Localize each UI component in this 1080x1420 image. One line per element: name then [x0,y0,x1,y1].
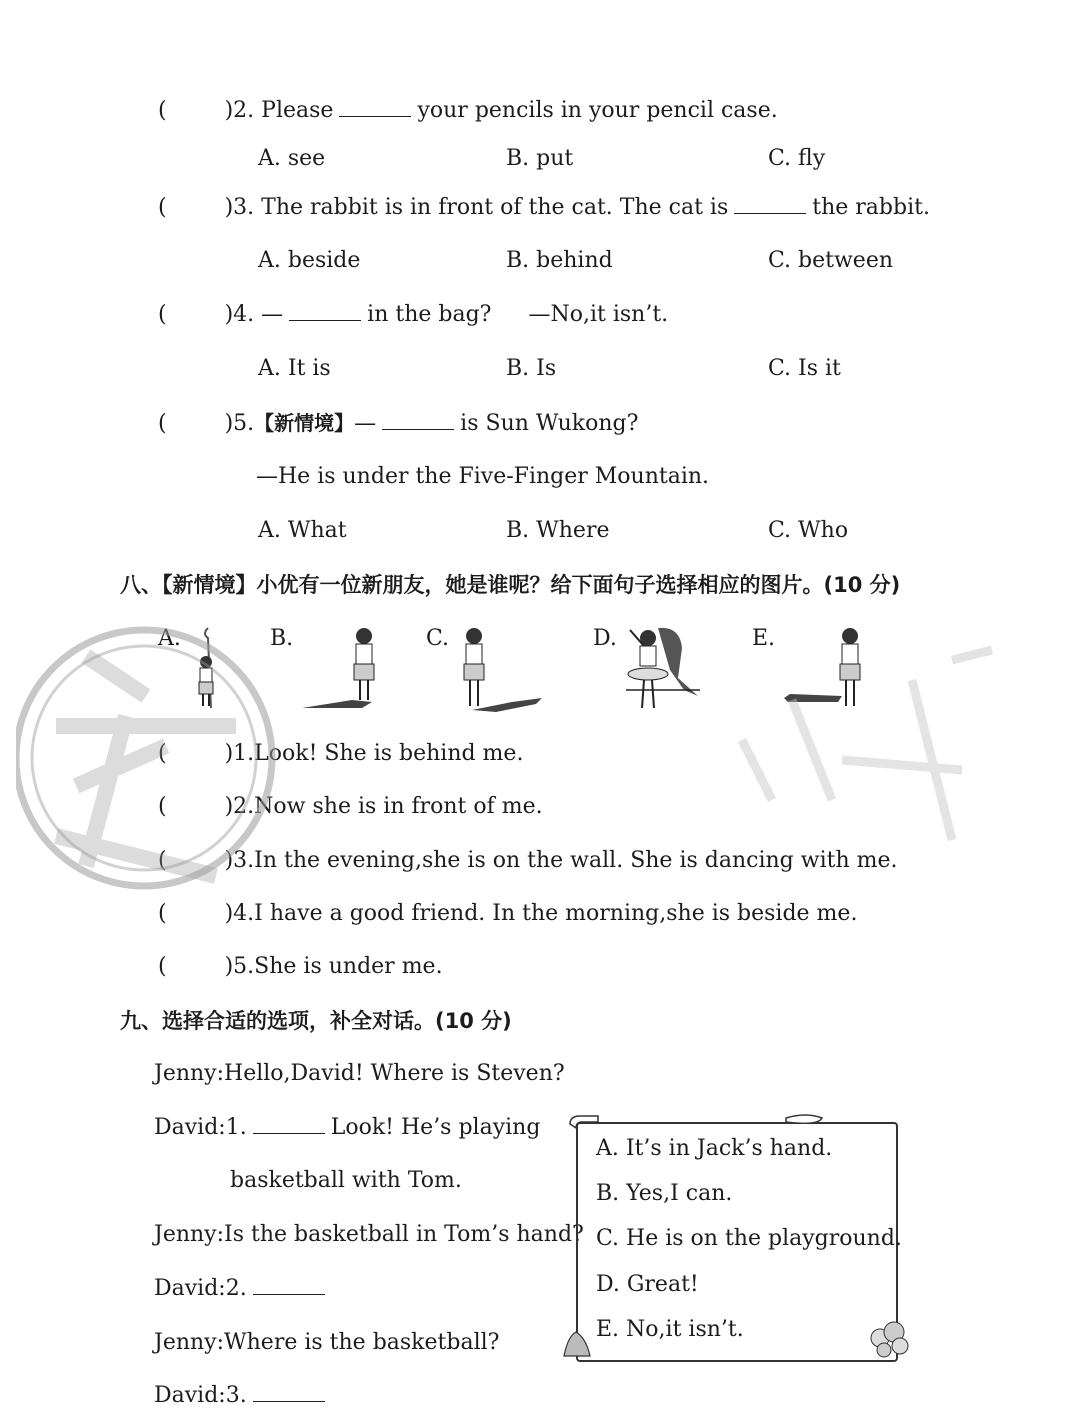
q5-reply: —He is under the Five-Finger Mountain. [256,464,710,489]
q3-option-c: C. between [768,248,894,273]
dialog-line-2 [154,1114,540,1142]
q4-stem [158,301,668,329]
item-text: Now she is in front of me. [254,794,543,819]
item-text: Look! She is behind me. [254,741,524,766]
option-c: C. He is on the playground. [596,1226,902,1251]
q3-blank [734,195,806,214]
option-b: B. Yes,I can. [596,1181,733,1206]
q3-number: )3. [224,195,255,220]
item-number: )1. [224,741,255,766]
q4-option-c: C. Is it [768,356,841,381]
q2-option-c: C. fly [768,146,826,171]
picture-label-d: D. [593,626,617,651]
dialog-blank-2 [253,1276,325,1295]
rock-icon [562,1330,592,1358]
q2-option-b: B. put [506,146,574,171]
stamp-fragment-watermark [712,640,1012,850]
part8-item-3 [158,847,897,875]
dialog-line-1: Jenny:Hello,David! Where is Steven? [154,1061,565,1086]
speaker-david: David:3. [154,1383,247,1408]
answer-paren: ( [158,195,167,220]
q2-text-post: your pencils in your pencil case. [417,98,778,123]
option-box [576,1122,902,1362]
answer-paren: ( [158,954,167,979]
answer-paren: ( [158,302,167,327]
dialog-blank-1 [253,1115,325,1134]
dialog-blank-3 [253,1383,325,1402]
item-number: )5. [224,954,255,979]
option-e: E. No,it isn’t. [596,1317,744,1342]
part9-title: 九、选择合适的选项，补全对话。(10 分) [120,1009,512,1033]
q5-number: )5. [224,411,255,436]
scroll-curl-icon [782,1112,826,1132]
q5-stem [158,409,638,438]
dialog-line-6: Jenny:Where is the basketball? [154,1330,500,1355]
q5-blank [382,411,454,430]
picture-b-girl-shadow-front [298,624,408,714]
q3-stem [158,194,930,222]
dialog-line-4: Jenny:Is the basketball in Tom’s hand? [154,1222,584,1247]
picture-a-girl-shadow-behind [188,624,238,714]
q5-option-c: C. Who [768,518,849,543]
q2-text-pre: Please [261,98,334,123]
picture-label-b: B. [270,626,294,651]
speaker-david: David:2. [154,1276,247,1301]
dialog-line-7 [154,1382,331,1410]
q4-number: )4. [224,302,255,327]
part8-item-4 [158,900,857,928]
q4-blank [289,302,361,321]
q3-text-post: the rabbit. [812,195,930,220]
dialog-line-3: basketball with Tom. [230,1168,462,1193]
picture-label-a: A. [158,626,181,651]
q5-option-a: A. What [258,518,347,543]
scroll-curl-icon [566,1112,600,1134]
answer-paren: ( [158,901,167,926]
part8-item-2 [158,793,543,821]
q2-number: )2. [224,98,255,123]
q4-reply: —No,it isn’t. [528,302,669,327]
item-number: )2. [224,794,255,819]
q3-option-a: A. beside [258,248,361,273]
item-text: I have a good friend. In the morning,she is beside me. [254,901,858,926]
option-d: D. Great! [596,1272,699,1297]
answer-paren: ( [158,411,167,436]
picture-label-e: E. [752,626,776,651]
q3-text-pre: The rabbit is in front of the cat. The cat is [261,195,729,220]
q4-text-post: in the bag? [367,302,492,327]
item-number: )3. [224,848,255,873]
q5-tag: 【新情境】 [254,411,355,435]
flower-bush-icon [866,1316,912,1358]
answer-paren: ( [158,794,167,819]
answer-paren: ( [158,848,167,873]
dialog-line-5 [154,1275,331,1303]
item-text: In the evening,she is on the wall. She is dancing with me. [254,848,898,873]
q2-option-a: A. see [258,146,326,171]
q2-stem [158,97,778,125]
picture-c-girl-shadow-beside [452,624,548,716]
item-text: She is under me. [254,954,443,979]
answer-paren: ( [158,98,167,123]
dialog-text: Look! He’s playing [330,1115,541,1140]
q5-option-b: B. Where [506,518,610,543]
part8-item-1 [158,740,523,768]
q4-dash: — [261,302,284,327]
answer-paren: ( [158,741,167,766]
q5-dash: — [354,411,377,436]
picture-d-girl-shadow-on-wall [622,624,704,716]
q3-option-b: B. behind [506,248,613,273]
q2-blank [339,98,411,117]
q4-option-b: B. Is [506,356,557,381]
item-number: )4. [224,901,255,926]
part8-item-5 [158,953,443,981]
speaker-david: David:1. [154,1115,247,1140]
picture-label-c: C. [426,626,450,651]
q5-text-post: is Sun Wukong? [460,411,639,436]
q4-option-a: A. It is [258,356,331,381]
option-a: A. It’s in Jack’s hand. [596,1136,833,1161]
part8-title: 八、【新情境】小优有一位新朋友，她是谁呢？给下面句子选择相应的图片。(10 分) [120,573,901,597]
